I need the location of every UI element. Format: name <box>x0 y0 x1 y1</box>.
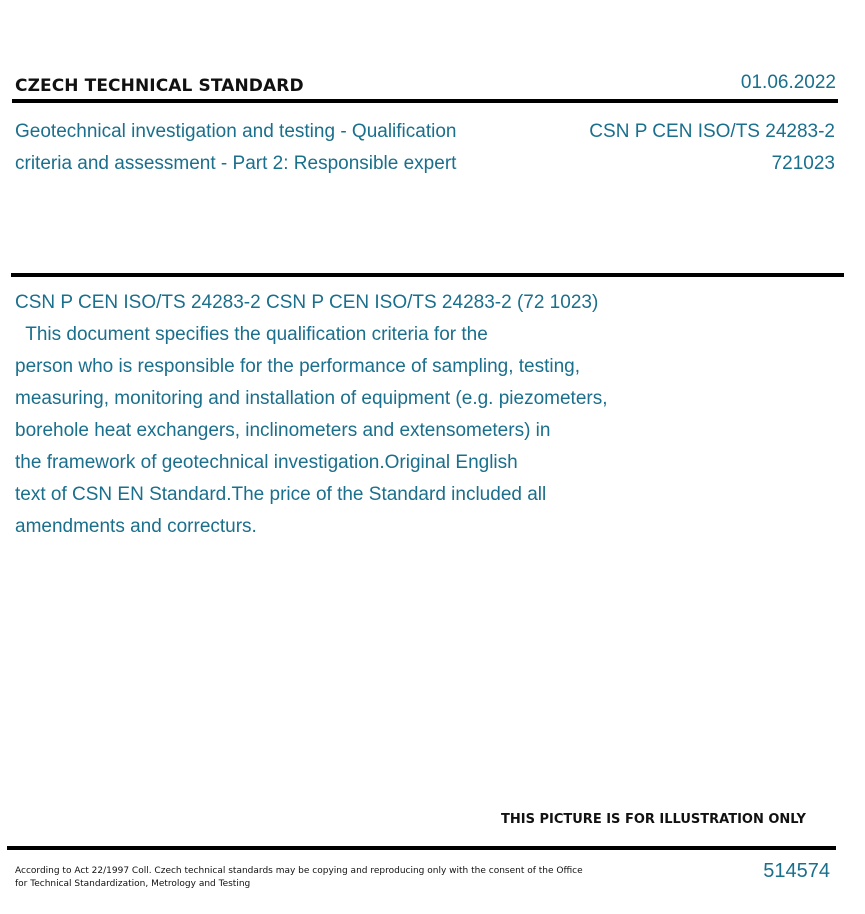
copyright-line-1: According to Act 22/1997 Coll. Czech technical standards may be copying and reproducing only with the consent of the Office <box>15 866 583 876</box>
description-line-7: text of CSN EN Standard.The price of the Standard included all <box>15 484 547 505</box>
title-line-1: Geotechnical investigation and testing - Qualification <box>15 121 457 142</box>
description-line-8: amendments and correcturs. <box>15 516 257 537</box>
title-line-2: criteria and assessment - Part 2: Responsible expert <box>15 153 457 174</box>
footer-rule <box>7 846 836 850</box>
publication-date: 01.06.2022 <box>740 72 836 93</box>
standard-title <box>15 116 535 180</box>
header-rule <box>12 99 838 103</box>
description-line-4: measuring, monitoring and installation of equipment (e.g. piezometers, <box>15 388 608 409</box>
standard-description <box>15 287 715 543</box>
document-type-label: CZECH TECHNICAL STANDARD <box>15 76 304 96</box>
description-line-2: This document specifies the qualification criteria for the <box>15 324 488 345</box>
description-line-5: borehole heat exchangers, inclinometers and extensometers) in <box>15 420 551 441</box>
product-code: 514574 <box>763 860 830 882</box>
section-rule <box>11 273 844 277</box>
illustration-disclaimer: THIS PICTURE IS FOR ILLUSTRATION ONLY <box>501 812 806 827</box>
catalog-number: 721023 <box>771 153 835 174</box>
copyright-note <box>15 865 595 891</box>
copyright-line-2: for Technical Standardization, Metrology and Testing <box>15 879 251 889</box>
standard-identifiers <box>589 116 835 180</box>
description-line-6: the framework of geotechnical investigation.Original English <box>15 452 518 473</box>
description-line-1: CSN P CEN ISO/TS 24283-2 CSN P CEN ISO/TS 24283-2 (72 1023) <box>15 292 599 313</box>
description-line-3: person who is responsible for the performance of sampling, testing, <box>15 356 581 377</box>
standard-code: CSN P CEN ISO/TS 24283-2 <box>589 121 835 142</box>
